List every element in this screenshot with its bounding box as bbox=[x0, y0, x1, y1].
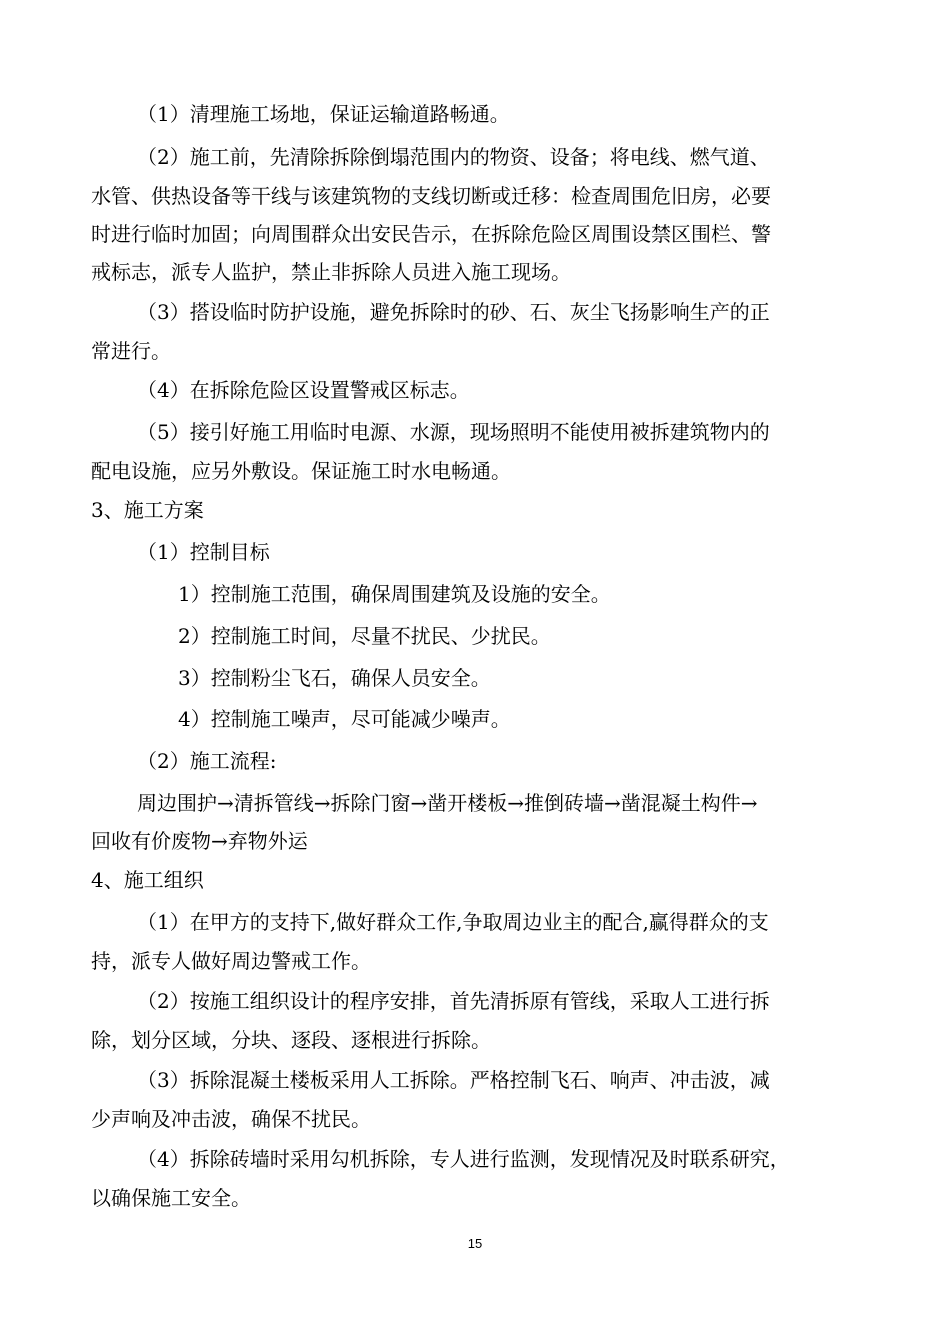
list-item: 2）控制施工时间，尽量不扰民、少扰民。 bbox=[178, 624, 551, 648]
page-number: 15 bbox=[467, 1236, 483, 1251]
text-line: （3）搭设临时防护设施，避免拆除时的砂、石、灰尘飞扬影响生产的正 bbox=[137, 300, 770, 324]
list-item: 1）控制施工范围，确保周围建筑及设施的安全。 bbox=[178, 582, 611, 606]
text-line: 配电设施，应另外敷设。保证施工时水电畅通。 bbox=[91, 459, 511, 483]
text-line: 周边围护→清拆管线→拆除门窗→凿开楼板→推倒砖墙→凿混凝土构件→ bbox=[137, 791, 758, 815]
text-line: （5）接引好施工用临时电源、水源，现场照明不能使用被拆建筑物内的 bbox=[137, 420, 770, 444]
text-line: （2）施工前，先清除拆除倒塌范围内的物资、设备；将电线、燃气道、 bbox=[137, 145, 770, 169]
text-line: 以确保施工安全。 bbox=[91, 1186, 251, 1210]
text-line: （4）拆除砖墙时采用勾机拆除，专人进行监测，发现情况及时联系研究， bbox=[137, 1147, 790, 1171]
text-line: 时进行临时加固；向周围群众出安民告示，在拆除危险区周围设禁区围栏、警 bbox=[91, 222, 771, 246]
section-heading: 4、施工组织 bbox=[91, 868, 204, 892]
text-line: 戒标志，派专人监护，禁止非拆除人员进入施工现场。 bbox=[91, 260, 571, 284]
section-heading: 3、施工方案 bbox=[91, 498, 204, 522]
text-line: （4）在拆除危险区设置警戒区标志。 bbox=[137, 378, 470, 402]
list-item: 3）控制粉尘飞石，确保人员安全。 bbox=[178, 666, 491, 690]
text-line: （3）拆除混凝土楼板采用人工拆除。严格控制飞石、响声、冲击波，减 bbox=[137, 1068, 770, 1092]
text-line: 少声响及冲击波，确保不扰民。 bbox=[91, 1107, 371, 1131]
text-line: 水管、供热设备等干线与该建筑物的支线切断或迁移：检查周围危旧房，必要 bbox=[91, 184, 771, 208]
text-line: （1）清理施工场地，保证运输道路畅通。 bbox=[137, 102, 510, 126]
text-line: 回收有价废物→弃物外运 bbox=[91, 829, 308, 853]
text-line: （1）在甲方的支持下,做好群众工作,争取周边业主的配合,赢得群众的支 bbox=[137, 910, 769, 934]
text-line: （2）施工流程: bbox=[137, 749, 277, 773]
text-line: 常进行。 bbox=[91, 339, 171, 363]
text-line: 除，划分区域，分块、逐段、逐根进行拆除。 bbox=[91, 1028, 491, 1052]
list-item: 4）控制施工噪声，尽可能减少噪声。 bbox=[178, 707, 511, 731]
text-line: （2）按施工组织设计的程序安排，首先清拆原有管线，采取人工进行拆 bbox=[137, 989, 770, 1013]
text-line: 持，派专人做好周边警戒工作。 bbox=[91, 949, 371, 973]
text-line: （1）控制目标 bbox=[137, 540, 270, 564]
